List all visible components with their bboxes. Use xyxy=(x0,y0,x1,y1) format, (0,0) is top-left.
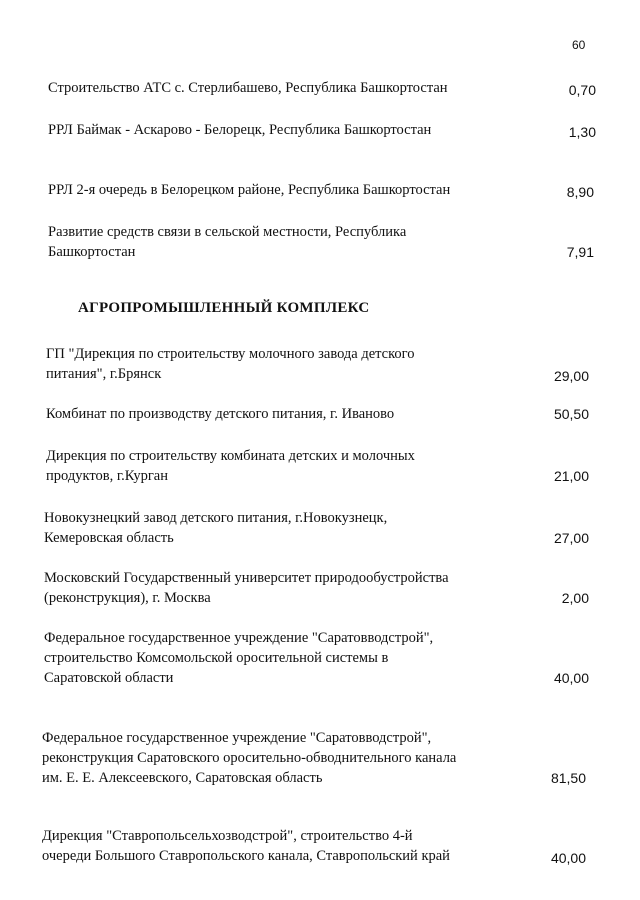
item-description: Федеральное государственное учреждение "Саратовводстрой", реконструкция Саратовского оросительно-обводнительного канала им. Е. Е. Алексеевского, Саратовская область xyxy=(42,730,457,786)
item-value: 8,90 xyxy=(566,184,594,200)
item-value: 50,50 xyxy=(553,406,589,422)
item-description: Строительство АТС с. Стерлибашево, Республика Башкортостан xyxy=(48,80,448,96)
item-description: Московский Государственный университет природообустройства (реконструкция), г. Москва xyxy=(44,570,449,606)
item-description: Дирекция "Ставропольсельхозводстрой", строительство 4-й очереди Большого Ставропольского канала, Ставропольский край xyxy=(42,828,450,864)
item-description: Комбинат по производству детского питания, г. Иваново xyxy=(46,406,395,422)
item-value: 29,00 xyxy=(553,368,589,384)
section-heading: АГРОПРОМЫШЛЕННЫЙ КОМПЛЕКС xyxy=(78,300,370,316)
item-description: РРЛ Баймак - Аскарово - Белорецк, Республика Башкортостан xyxy=(48,122,432,138)
item-description: РРЛ 2-я очередь в Белорецком районе, Республика Башкортостан xyxy=(48,182,451,198)
item-description: Федеральное государственное учреждение "Саратовводстрой", строительство Комсомольской оросительной системы в Саратовской области xyxy=(44,630,434,686)
item-value: 40,00 xyxy=(550,850,586,866)
item-description: Развитие средств связи в сельской местности, Республика Башкортостан xyxy=(48,224,407,260)
item-value: 1,30 xyxy=(568,124,596,140)
item-value: 81,50 xyxy=(550,770,586,786)
item-value: 0,70 xyxy=(568,82,596,98)
item-value: 27,00 xyxy=(553,530,589,546)
page-number: 60 xyxy=(572,38,586,52)
item-value: 40,00 xyxy=(553,670,589,686)
item-description: Новокузнецкий завод детского питания, г.Новокузнецк, Кемеровская область xyxy=(44,510,388,546)
item-value: 7,91 xyxy=(566,244,594,260)
item-value: 2,00 xyxy=(561,590,589,606)
item-value: 21,00 xyxy=(553,468,589,484)
item-description: ГП "Дирекция по строительству молочного завода детского питания", г.Брянск xyxy=(46,346,415,382)
item-description: Дирекция по строительству комбината детских и молочных продуктов, г.Курган xyxy=(46,448,415,484)
